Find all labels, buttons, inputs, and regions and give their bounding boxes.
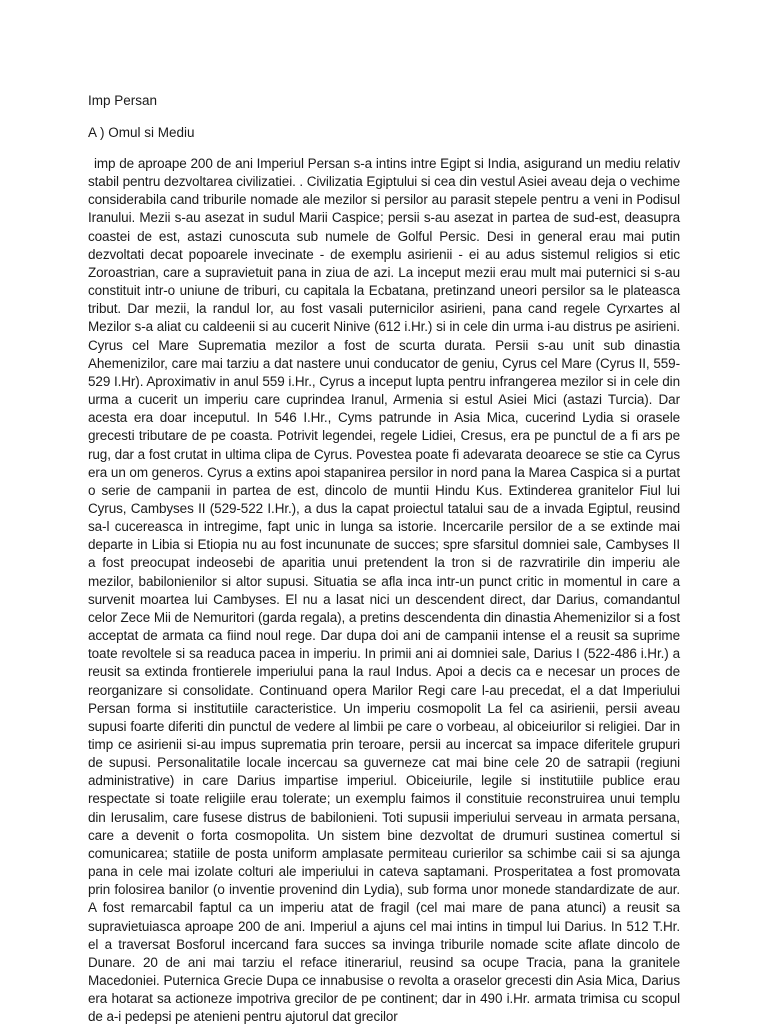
body-paragraph: imp de aproape 200 de ani Imperiul Persan s-a intins intre Egipt si India, asigurand un mediu relativ stabil pentru dezvoltarea civilizatiei. . Civilizatia Egiptului si cea din vestul Asiei aveau deja o vechime considerabila cand triburile nomade ale mezilor si persilor au parasit stepele pentru a veni in Podisul Iranului. Mezii s-au asezat in sudul Marii Caspice; persii s-au asezat in partea de sud-est, deasupra coastei de est, astazi cunoscuta sub numele de Golful Persic. Desi in general erau mai putin dezvoltati decat popoarele invecinate - de exemplu asirienii - ei au adus sistemul religios si etic Zoroastrian, care a supravietuit pana in ziua de azi. La inceput mezii erau mult mai puternici si s-au constituit intr-o uniune de triburi, cu capitala la Ecbatana, pretinzand uneori persilor sa le plateasca tribut. Dar mezii, la randul lor, au fost vasali puternicilor asirieni, pana cand regele Cyrxartes al Mezilor s-a aliat cu caldeenii si au cucerit Ninive (612 i.Hr.) si in cele din urma i-au distrus pe asirieni. Cyrus cel Mare Suprematia mezilor a fost de scurta durata. Persii s-au unit sub dinastia Ahemenizilor, care mai tarziu a dat nastere unui conducator de geniu, Cyrus cel Mare (Cyrus II, 559-529 I.Hr). Aproximativ in anul 559 i.Hr., Cyrus a inceput lupta pentru infrangerea mezilor si in cele din urma a cucerit un imperiu care cuprindea Iranul, Armenia si estul Asiei Mici (astazi Turcia). Dar acesta era doar inceputul. In 546 I.Hr., Cyms patrunde in Asia Mica, cucerind Lydia si orasele grecesti tributare de pe coasta. Potrivit legendei, regele Lidiei, Cresus, era pe punctul de a fi ars pe rug, dar a fost crutat in ultima clipa de Cyrus. Povestea poate fi adevarata deoarece se stie ca Cyrus era un om generos. Cyrus a extins apoi stapanirea persilor in nord pana la Marea Caspica si a purtat o serie de campanii in partea de est, dincolo de muntii Hindu Kus. Extinderea granitelor Fiul lui Cyrus, Cambyses II (529-522 I.Hr.), a dus la capat proiectul tatalui sau de a invada Egiptul, reusind sa-l cucereasca in intregime, fapt unic in lunga sa istorie. Incercarile persilor de a se extinde mai departe in Libia si Etiopia nu au fost incununate de succes; spre sfarsitul domniei sale, Cambyses II a fost preocupat indeosebi de aparitia unui pretendent la tron si de razvratirile din imperiu ale mezilor, babilonienilor si altor supusi. Situatia se afla inca intr-un punct critic in momentul in care a survenit moartea lui Cambyses. El nu a lasat nici un descendent direct, dar Darius, comandantul celor Zece Mii de Nemuritori (garda regala), a pretins descendenta din dinastia Ahemenizilor si a fost acceptat de armata ca fiind noul rege. Dar dupa doi ani de campanii intense el a reusit sa suprime toate revoltele si sa readuca pacea in imperiu. In primii ani ai domniei sale, Darius I (522-486 i.Hr.) a reusit sa extinda frontierele imperiului pana la raul Indus. Apoi a decis ca e necesar un proces de reorganizare si consolidate. Continuand opera Marilor Regi care l-au precedat, el a dat Imperiului Persan forma si institutiile caracteristice. Un imperiu cosmopolit La fel ca asirienii, persii aveau supusi foarte diferiti din punctul de vedere al limbii pe care o vorbeau, al obiceiurilor si religiei. Dar in timp ce asirienii si-au impus suprematia prin teroare, persii au incercat sa impace diferitele grupuri de supusi. Personalitatile locale incercau sa guverneze cat mai bine cele 20 de satrapii (regiuni administrative) in care Darius impartise imperiul. Obiceiurile, legile si institutiile publice erau respectate si toate religiile erau tolerate; un exemplu faimos il constituie reconstruirea unui templu din Ierusalim, care fusese distrus de babilonieni. Toti supusii imperiului serveau in armata persana, care a devenit o forta cosmopolita. Un sistem bine dezvoltat de drumuri sustinea comertul si comunicarea; statiile de posta uniform amplasate permiteau curierilor sa schimbe caii si sa ajunga pana in cele mai izolate colturi ale imperiului in cateva saptamani. Prosperitatea a fost promovata prin folosirea banilor (o inventie provenind din Lydia), sub forma unor monede standardizate de aur. A fost remarcabil faptul ca un imperiu atat de fragil (cel mai mare de pana atunci) a reusit sa supravietuiasca aproape 200 de ani. Imperiul a ajuns cel mai intins in timpul lui Darius. In 512 T.Hr. el a traversat Bosforul incercand fara succes sa invinga triburile nomade scite aflate dincolo de Dunare. 20 de ani mai tarziu el reface itinerariul, reusind sa ocupe Tracia, pana la granitele Macedoniei. Puternica Grecie Dupa ce innabusise o revolta a oraselor grecesti din Asia Mica, Darius era hotarat sa actioneze impotriva grecilor de pe continent; dar in 490 i.Hr. armata trimisa cu scopul de a-i pedepsi pe atenieni pentru ajutorul dat grecilor	[88, 156, 680, 1024]
section-heading: A ) Omul si Mediu	[88, 125, 195, 140]
document-title: Imp Persan	[88, 93, 158, 108]
